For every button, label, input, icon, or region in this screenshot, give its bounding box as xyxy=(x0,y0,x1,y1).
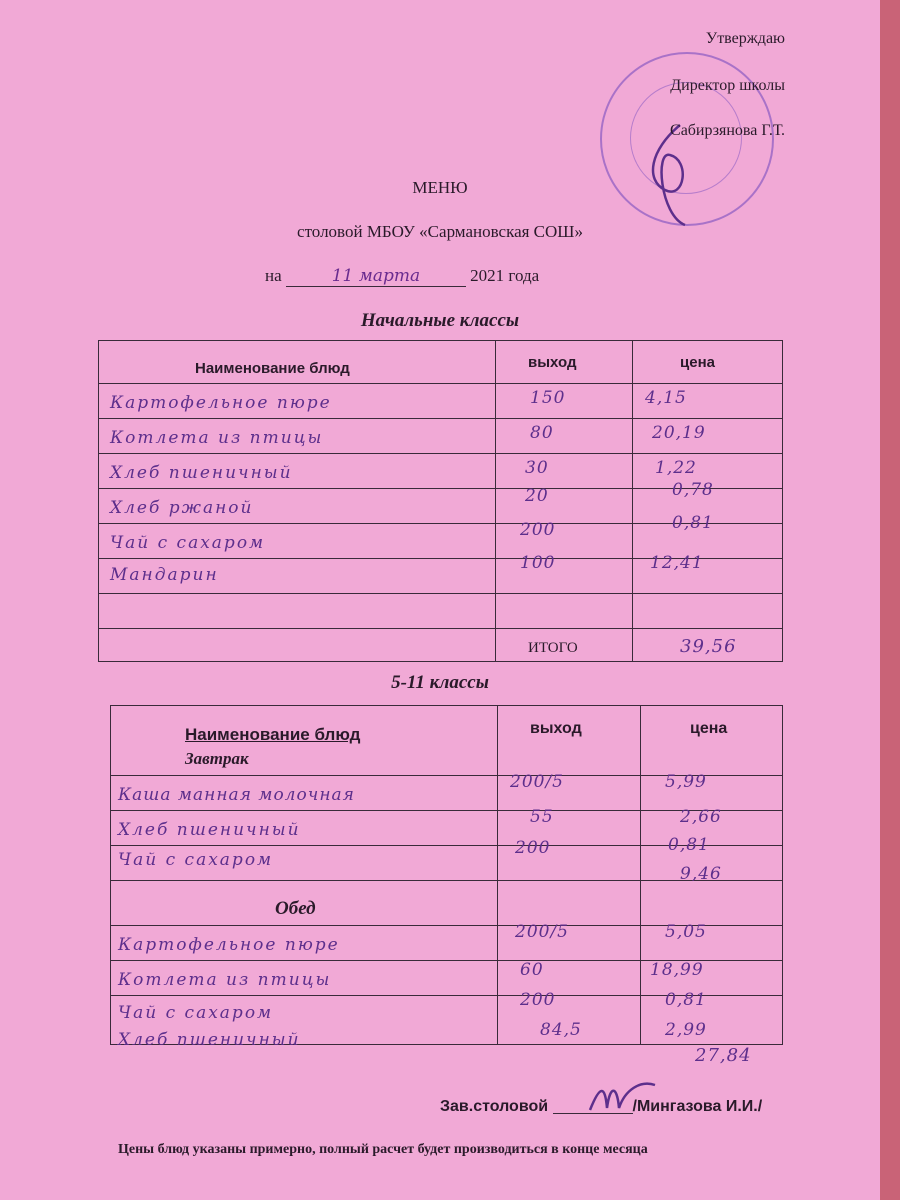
primary-row-6-name: Мандарин xyxy=(110,565,219,585)
primary-row-1-yield: 150 xyxy=(530,388,566,408)
breakfast-row-1-price: 5,99 xyxy=(665,772,707,792)
approve-label: Утверждаю xyxy=(705,30,785,47)
primary-row-2-name: Котлета из птицы xyxy=(110,428,324,448)
lunch-row-2-yield: 60 xyxy=(520,960,544,980)
menu-title: МЕНЮ xyxy=(412,178,468,197)
primary-row-5-price: 0,81 xyxy=(672,513,714,533)
lunch-row-1-price: 5,05 xyxy=(665,922,707,942)
breakfast-row-3-price: 0,81 xyxy=(668,835,710,855)
primary-row-3-yield: 30 xyxy=(525,458,549,478)
primary-row-1-price: 4,15 xyxy=(645,388,687,408)
primary-row-6-price: 12,41 xyxy=(650,553,704,573)
price-note: Цены блюд указаны примерно, полный расчет будет производиться в конце месяца xyxy=(118,1142,648,1157)
lunch-row-1-yield: 200/5 xyxy=(515,922,569,942)
breakfast-row-2-yield: 55 xyxy=(530,807,554,827)
menu-subtitle: столовой МБОУ «Сармановская СОШ» xyxy=(297,222,583,241)
senior-col-price: цена xyxy=(690,720,728,737)
breakfast-row-2-name: Хлеб пшеничный xyxy=(118,820,301,840)
primary-row-2-yield: 80 xyxy=(530,423,554,443)
background-edge xyxy=(880,0,900,1200)
breakfast-total: 9,46 xyxy=(680,864,722,884)
senior-col-name: Наименование блюд xyxy=(185,725,361,744)
lunch-label: Обед xyxy=(275,898,316,919)
lunch-row-3-name: Чай с сахаром xyxy=(118,1003,274,1023)
primary-row-1-name: Картофельное пюре xyxy=(110,393,332,413)
breakfast-row-1-yield: 200/5 xyxy=(510,772,564,792)
lunch-row-4-yield: 84,5 xyxy=(540,1020,582,1040)
senior-col-yield: выход xyxy=(530,720,582,737)
lunch-total: 27,84 xyxy=(695,1045,752,1066)
date-suffix: 2021 года xyxy=(470,266,540,285)
director-title: Директор школы xyxy=(670,77,785,94)
date-value: 11 марта xyxy=(286,266,466,287)
primary-row-3-name: Хлеб пшеничный xyxy=(110,463,293,483)
breakfast-label: Завтрак xyxy=(185,749,249,768)
date-prefix: на xyxy=(265,266,282,285)
primary-col-price: цена xyxy=(680,354,715,371)
manager-name: /Мингазова И.И./ xyxy=(632,1098,763,1115)
primary-col-name: Наименование блюд xyxy=(195,360,350,377)
breakfast-row-1-name: Каша манная молочная xyxy=(118,785,355,805)
senior-heading: 5-11 классы xyxy=(391,672,489,693)
primary-row-5-name: Чай с сахаром xyxy=(110,533,266,553)
breakfast-row-3-yield: 200 xyxy=(515,838,551,858)
director-name: Сабирзянова Г.Т. xyxy=(670,122,785,139)
manager-label: Зав.столовой xyxy=(440,1098,549,1115)
lunch-row-4-price: 2,99 xyxy=(665,1020,707,1040)
primary-row-4-price: 0,78 xyxy=(672,480,714,500)
primary-row-5-yield: 200 xyxy=(520,520,556,540)
primary-row-4-name: Хлеб ржаной xyxy=(110,498,254,518)
lunch-row-3-yield: 200 xyxy=(520,990,556,1010)
breakfast-row-3-name: Чай с сахаром xyxy=(118,850,274,870)
primary-row-6-yield: 100 xyxy=(520,553,556,573)
primary-row-2-price: 20,19 xyxy=(652,423,706,443)
menu-date xyxy=(265,266,539,287)
primary-row-3-price: 1,22 xyxy=(655,458,697,478)
primary-heading: Начальные классы xyxy=(360,310,520,331)
primary-total-value: 39,56 xyxy=(680,636,737,657)
lunch-row-2-price: 18,99 xyxy=(650,960,704,980)
lunch-row-2-name: Котлета из птицы xyxy=(118,970,332,990)
lunch-row-1-name: Картофельное пюре xyxy=(118,935,340,955)
primary-row-4-yield: 20 xyxy=(525,486,549,506)
manager-signature-icon xyxy=(585,1080,660,1120)
lunch-row-3-price: 0,81 xyxy=(665,990,707,1010)
lunch-row-4-name: Хлеб пшеничный xyxy=(118,1030,301,1050)
primary-col-yield: выход xyxy=(528,354,577,371)
primary-total-label: ИТОГО xyxy=(528,640,578,656)
breakfast-row-2-price: 2,66 xyxy=(680,807,722,827)
